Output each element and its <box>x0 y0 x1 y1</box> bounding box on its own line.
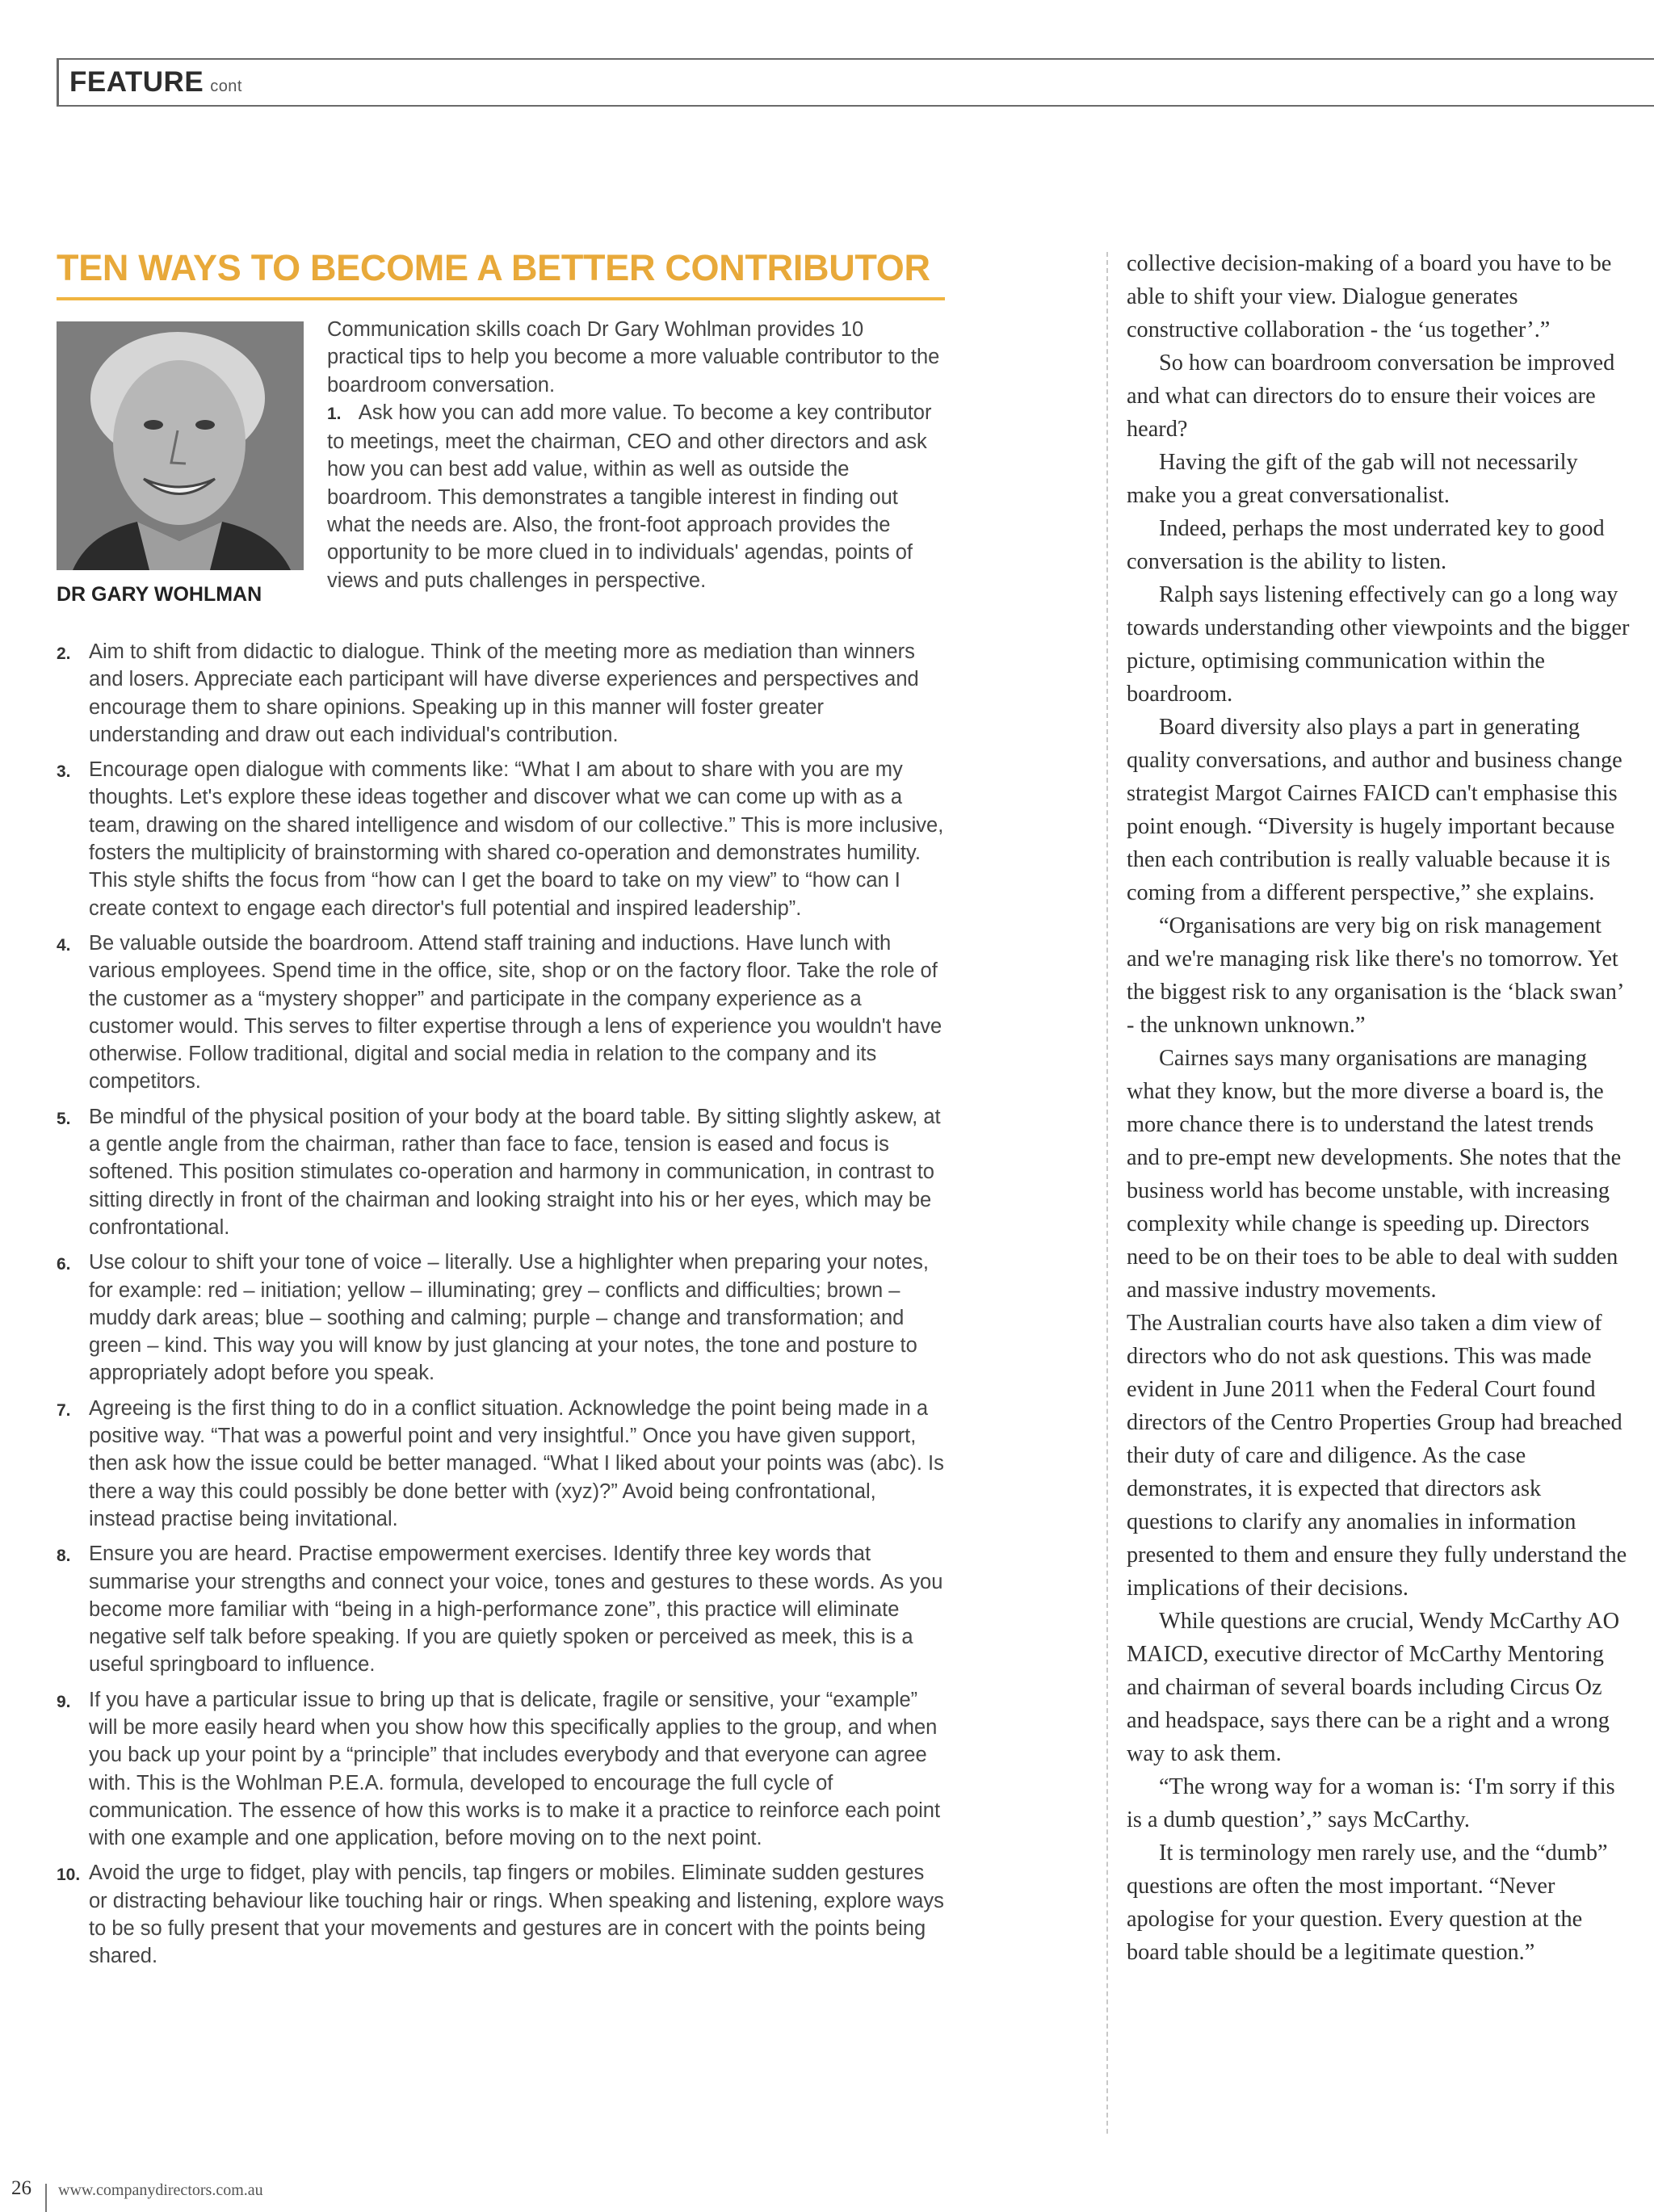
portrait-image <box>57 321 304 570</box>
article-intro-block <box>327 316 945 594</box>
tip-number: 6. <box>57 1255 71 1274</box>
footer-divider <box>45 2184 47 2212</box>
tip-number: 3. <box>57 762 71 782</box>
tip-text: Encourage open dialogue with comments like: “What I am about to share with you are my thoughts. Let's explore these ideas together and discover what we can come up with as a team, drawing on the shared intelligence and wisdom of our collective.” This is more inclusive, fosters the multiplicity of brainstorming with shared co-operation and demonstrates humility. This style shifts the focus from “how can I get the board to take on my view” to “how can I create context to engage each director's full potential and inspired leadership”. <box>89 758 944 920</box>
section-label <box>69 66 242 99</box>
body-paragraph: Ralph says listening effectively can go a long way towards understanding other viewpoints and the bigger picture, optimising communication within the boardroom. <box>1127 582 1630 707</box>
tip-item <box>57 1249 945 1387</box>
tip-text: Ensure you are heard. Practise empowerment exercises. Identify three key words that summarise your strengths and connect your voice, tones and gestures to these words. As you become more familiar with “being in a high-performance zone”, this practice will eliminate negative self talk before speaking. If you are quietly spoken or perceived as meek, this is a useful springboard to influence. <box>89 1543 943 1677</box>
body-paragraph: “Organisations are very big on risk management and we're managing risk like there's no tomorrow. Yet the biggest risk to any organisation is the ‘black swan’ - the unknown unknown.” <box>1127 913 1623 1038</box>
body-paragraph: It is terminology men rarely use, and the “dumb” questions are often the most important. “Never apologise for your question. Every question at the board table should be a legitimate question.” <box>1127 1841 1608 1965</box>
tip-item <box>57 1540 945 1678</box>
body-paragraph: The Australian courts have also taken a dim view of directors who do not ask questions. This was made evident in June 2011 when the Federal Court found directors of the Centro Properties Group had breached their duty of care and diligence. As the case demonstrates, it is expected that directors ask questions to clarify any anomalies in information presented to them and ensure they fully understand the implications of their decisions. <box>1127 1311 1627 1601</box>
tip-item <box>57 756 945 922</box>
body-paragraph: Board diversity also plays a part in generating quality conversations, and author and business change strategist Margot Cairnes FAICD can't emphasise this point enough. “Diversity is hugely important because then each contribution is really valuable because it is coming from a different perspective,” she explains. <box>1127 715 1623 905</box>
section-sub-label: cont <box>210 78 242 95</box>
column-divider <box>1106 252 1108 2134</box>
body-paragraph: Indeed, perhaps the most underrated key to good conversation is the ability to listen. <box>1127 516 1605 574</box>
tip-text: Agreeing is the first thing to do in a conflict situation. Acknowledge the point being made in a positive way. “That was a powerful point and very insightful.” Once you have given support, then ask how the issue could be better managed. “What I liked about your points was (abc). Is there a way this could possibly be done better with (xyz)?” Avoid being confrontational, instead practise being invitational. <box>89 1396 944 1530</box>
tip-text: Aim to shift from didactic to dialogue. Think of the meeting more as mediation than winners and losers. Appreciate each participant will have diverse experiences and perspectives and encourage them to share opinions. Speaking up in this manner will foster greater understanding and draw out each individual's contribution. <box>89 640 919 746</box>
tip-text: Use colour to shift your tone of voice – literally. Use a highlighter when preparing your notes, for example: red – initiation; yellow – illuminating; grey – conflicts and difficulties; brown – muddy dark areas; blue – soothing and calming; purple – change and transformation; and green – kind. This way you will know by just glancing at your notes, the tone and posture to appropriately adopt before you speak. <box>89 1251 929 1385</box>
page-number: 26 <box>11 2177 31 2199</box>
right-column-body <box>1127 247 1631 1969</box>
tip-1-number: 1. <box>327 404 342 423</box>
tip-number: 10. <box>57 1866 81 1885</box>
tip-text: Be mindful of the physical position of your body at the board table. By sitting slightly askew, at a gentle angle from the chairman, rather than face to face, tension is eased and focus is softened. This position stimulates co-operation and harmony in communication, in contrast to sitting directly in front of the chairman and looking straight into his or her eyes, which may be confrontational. <box>89 1105 941 1239</box>
tip-number: 4. <box>57 935 71 955</box>
tip-item <box>57 1103 945 1241</box>
body-paragraph: While questions are crucial, Wendy McCarthy AO MAICD, executive director of McCarthy Mentoring and chairman of several boards including Circus Oz and headspace, says there can be a right and a wrong way to ask them. <box>1127 1609 1620 1766</box>
header-rule-left <box>57 58 59 107</box>
tip-text: If you have a particular issue to bring up that is delicate, fragile or sensitive, your “example” will be more easily heard when you show how this specifically applies to the group, and when you back up your point by a “principle” that includes everybody and that everyone can agree with. This is the Wohlman P.E.A. formula, developed to encourage the full cycle of communication. The essence of how this works is to make it a practice to reinforce each point with one example and one application, before moving on to the next point. <box>89 1688 941 1850</box>
body-paragraph: So how can boardroom conversation be improved and what can directors do to ensure their voices are heard? <box>1127 350 1615 442</box>
tip-item <box>57 1859 945 1970</box>
tip-number: 2. <box>57 644 71 663</box>
tip-1-text: Ask how you can add more value. To become a key contributor to meetings, meet the chairman, CEO and other directors and ask how you can best add value, within as well as outside the boardroom. This demonstrates a tangible interest in finding out what the needs are. Also, the front-foot approach provides the opportunity to be more clued in to individuals' agendas, points of views and puts challenges in perspective. <box>327 401 932 592</box>
tip-number: 8. <box>57 1547 71 1566</box>
author-photo <box>57 321 304 570</box>
tip-item <box>57 1686 945 1853</box>
tip-number: 9. <box>57 1692 71 1711</box>
photo-caption: DR GARY WOHLMAN <box>57 583 262 606</box>
tip-text: Be valuable outside the boardroom. Attend staff training and inductions. Have lunch with various employees. Spend time in the office, site, shop or on the factory floor. Take the role of the customer as a “mystery shopper” and participate in the company experience as a customer would. This serves to filter expertise through a lens of experience you wouldn't have otherwise. Follow traditional, digital and social media in relation to the company and its competitors. <box>89 931 942 1093</box>
article-intro: Communication skills coach Dr Gary Wohlman provides 10 practical tips to help you become a more valuable contributor to the boardroom conversation. <box>327 318 940 397</box>
header-rule-top <box>57 58 1654 60</box>
tip-item <box>57 1395 945 1533</box>
section-name: FEATURE <box>69 66 204 98</box>
tips-list <box>57 638 945 1978</box>
body-paragraph: Cairnes says many organisations are managing what they know, but the more diverse a board is, the more chance there is to understand the latest trends and to pre-empt new developments. She notes that the business world has become unstable, with increasing complexity while change is speeding up. Directors need to be on their toes to be able to deal with sudden and massive industry movements. <box>1127 1046 1622 1303</box>
tip-number: 5. <box>57 1109 71 1128</box>
body-paragraph: “The wrong way for a woman is: ‘I'm sorry if this is a dumb question’,” says McCarthy. <box>1127 1774 1615 1832</box>
header-rule-bottom <box>57 105 1654 107</box>
footer-url: www.companydirectors.com.au <box>58 2181 263 2199</box>
tip-1 <box>327 399 945 594</box>
tip-number: 7. <box>57 1400 71 1420</box>
body-paragraph: Having the gift of the gab will not necessarily make you a great conversationalist. <box>1127 450 1578 508</box>
tip-item <box>57 930 945 1096</box>
headline-underline <box>57 297 945 300</box>
tip-item <box>57 638 945 749</box>
body-paragraph: collective decision-making of a board you have to be able to shift your view. Dialogue generates constructive collaboration - the ‘us together’.” <box>1127 251 1612 342</box>
article-headline: TEN WAYS TO BECOME A BETTER CONTRIBUTOR <box>57 247 930 288</box>
tip-text: Avoid the urge to fidget, play with pencils, tap fingers or mobiles. Eliminate sudden gestures or distracting behaviour like touching hair or rings. When speaking and listening, explore ways to be so fully present that your movements and gestures are in concert with the points being shared. <box>89 1862 944 1968</box>
